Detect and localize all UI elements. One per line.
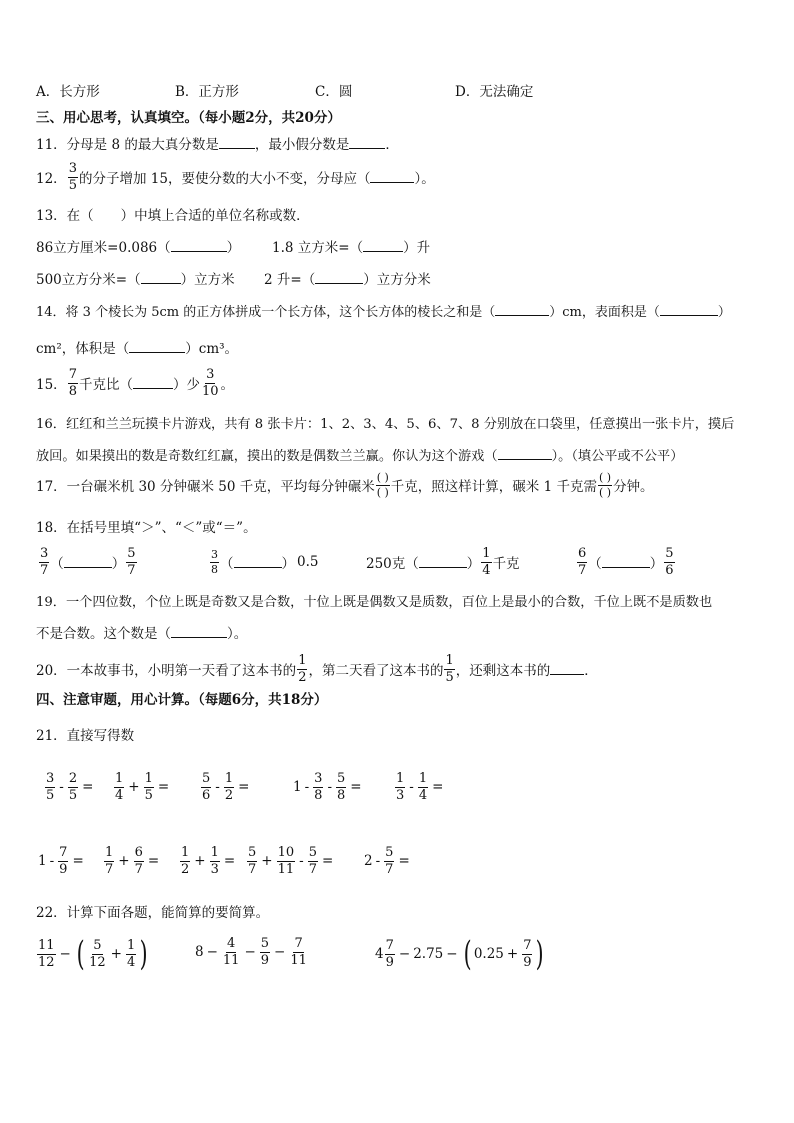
q21-row1-item4: 1 - $\frac{3}{8}$ - $\frac{5}{8}$ = — [293, 771, 362, 803]
question-13-title: 13．在（ ）中填上合适的单位名称或数． — [36, 208, 310, 224]
q22-expression-3: 4 $\frac{7}{9}$ − 2.75 − ( 0.25 + $\frac{7}{9}$ ) — [375, 934, 545, 974]
option-a: A．长方形 — [36, 84, 100, 100]
question-18-item-2: $\frac{3}{8}$ （ ） 0.5 — [211, 548, 319, 576]
question-12: 12． $\frac{3}{5}$ 的分子增加 15，要使分数的大小不变，分母应（ ）。 — [36, 161, 435, 193]
question-19-line-1: 19．一个四位数，个位上既是奇数又是合数，十位上既是偶数又是质数，百位上是最小的合数，千位上既不是质数也 — [36, 595, 713, 610]
q21-row2-item4: $\frac{5}{7}$ + $\frac{10}{11}$ - $\frac{5}{7}$ = — [248, 845, 334, 877]
question-20: 20．一本故事书，小明第一天看了这本书的 $\frac{1}{2}$ ，第二天看了这本书的 $\frac{1}{5}$ ，还剩这本书的 ． — [36, 653, 598, 685]
q21-row2-item2: $\frac{1}{7}$ + $\frac{6}{7}$ = — [105, 845, 160, 877]
option-d: D．无法确定 — [455, 84, 534, 100]
q21-row2-item1: 1 - $\frac{7}{9}$ = — [38, 845, 84, 877]
question-17: 17．一台碾米机 30 分钟碾米 50 千克，平均每分钟碾米 $\frac{( )}{( )}$ 千克，照这样计算，碾米 1 千克需 $\frac{( )}{( )}$ 分钟。 — [36, 471, 654, 499]
q21-row1-item1: $\frac{3}{5}$ - $\frac{2}{5}$ = — [46, 771, 94, 803]
question-18-title: 18．在括号里填“＞”、“＜”或“＝”。 — [36, 520, 257, 536]
option-b: B．正方形 — [175, 84, 239, 100]
q21-row2-item5: 2 - $\frac{5}{7}$ = — [364, 845, 410, 877]
section-3-heading: 三、用心思考，认真填空。（每小题2分，共20分） — [36, 110, 341, 126]
question-15: 15． $\frac{7}{8}$ 千克比（ ）少 $\frac{3}{10}$ 。 — [36, 367, 235, 399]
q21-row1-item3: $\frac{5}{6}$ - $\frac{1}{2}$ = — [202, 771, 250, 803]
question-13-a: 86立方厘米=0.086（ ） — [36, 240, 241, 256]
q21-row1-item5: $\frac{1}{3}$ - $\frac{1}{4}$ = — [396, 771, 444, 803]
question-18-item-4: $\frac{6}{7}$ （ ） $\frac{5}{6}$ — [578, 546, 674, 578]
question-11: 11．分母是 8 的最大真分数是 ，最小假分数是 ． — [36, 137, 399, 153]
q21-row2-item3: $\frac{1}{2}$ + $\frac{1}{3}$ = — [181, 845, 236, 877]
question-13-d: 2 升=（ ）立方分米 — [264, 272, 431, 288]
q22-expression-1: $\frac{11}{12}$ − ( $\frac{5}{12}$ + $\frac{1}{4}$ ) — [38, 934, 148, 974]
q21-row1-item2: $\frac{1}{4}$ + $\frac{1}{5}$ = — [115, 771, 170, 803]
section-4-heading: 四、注意审题，用心计算。（每题6分，共18分） — [36, 692, 328, 708]
question-21-title: 21．直接写得数 — [36, 728, 135, 744]
question-16-line-1: 16．红红和兰兰玩摸卡片游戏，共有 8 张卡片：1、2、3、4、5、6、7、8 分别放在口袋里，任意摸出一张卡片，摸后 — [36, 417, 735, 432]
question-18-item-1: $\frac{3}{7}$ （ ） $\frac{5}{7}$ — [40, 546, 136, 578]
question-14-line-2: cm²，体积是（ ）cm³。 — [36, 341, 239, 357]
option-c: C．圆 — [315, 84, 353, 100]
question-19-line-2: 不是合数。这个数是（ ）。 — [36, 626, 248, 642]
question-18-item-3: 250克 （ ） $\frac{1}{4}$ 千克 — [366, 546, 520, 578]
question-13-b: 1.8 立方米=（ ）升 — [272, 240, 431, 256]
question-13-c: 500立方分米=（ ）立方米 — [36, 272, 235, 288]
question-22-title: 22．计算下面各题，能简算的要简算。 — [36, 905, 270, 921]
question-14-line-1: 14．将 3 个棱长为 5cm 的正方体拼成一个长方体，这个长方体的棱长之和是（ ）cm，表面积是（ ） — [36, 305, 731, 320]
question-16-line-2: 放回。如果摸出的数是奇数红红赢，摸出的数是偶数兰兰赢。你认为这个游戏（ ）。（填公平或不公平） — [36, 449, 684, 464]
q22-expression-2: 8 − $\frac{4}{11}$ − $\frac{5}{9}$ − $\frac{7}{11}$ — [195, 936, 307, 968]
